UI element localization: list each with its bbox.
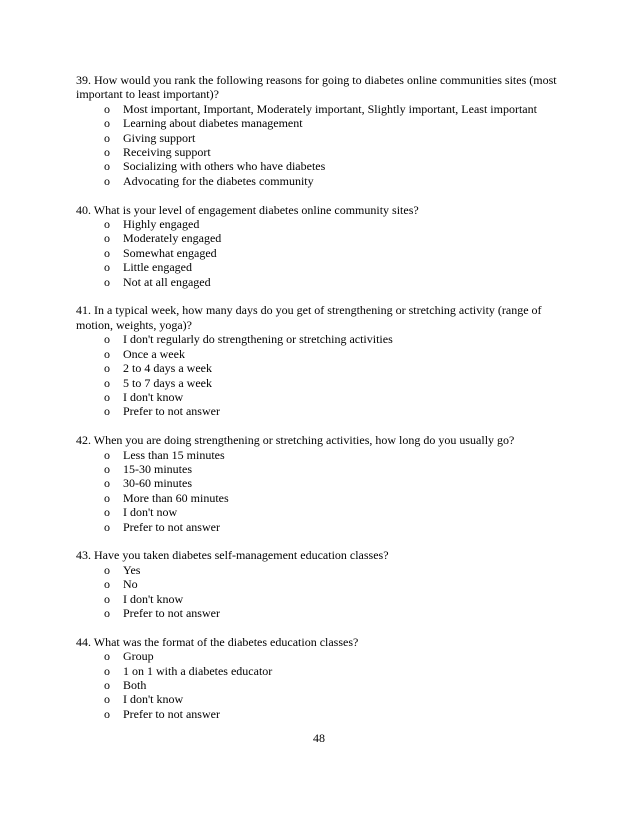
list-item (76, 116, 576, 130)
list-item (76, 332, 576, 346)
option-label: Group (123, 649, 154, 664)
bullet-marker: o (104, 101, 110, 116)
list-item (76, 246, 576, 260)
bullet-marker: o (104, 505, 110, 520)
bullet-marker: o (104, 231, 110, 246)
list-item (76, 260, 576, 274)
list-item (76, 231, 576, 245)
option-label: I don't regularly do strengthening or stretching activities (123, 332, 393, 347)
bullet-marker: o (104, 332, 110, 347)
bullet-marker: o (104, 649, 110, 664)
option-list (76, 332, 576, 418)
list-item (76, 505, 576, 519)
option-list (76, 217, 576, 289)
question-text: 42. When you are doing strengthening or stretching activities, how long do you usually go? (76, 433, 515, 448)
bullet-marker: o (104, 159, 110, 174)
list-item (76, 577, 576, 591)
option-label: I don't know (123, 389, 184, 404)
question-39 (76, 73, 576, 188)
bullet-marker: o (104, 130, 110, 145)
list-item (76, 404, 576, 418)
bullet-marker: o (104, 562, 110, 577)
option-list (76, 102, 576, 188)
option-label: Moderately engaged (123, 231, 222, 246)
list-item (76, 692, 576, 706)
bullet-marker: o (104, 677, 110, 692)
bullet-marker: o (104, 476, 110, 491)
bullet-marker: o (104, 706, 110, 721)
option-label: Yes (123, 562, 141, 577)
option-list (76, 563, 576, 621)
list-item (76, 606, 576, 620)
bullet-marker: o (104, 361, 110, 376)
option-label: Somewhat engaged (123, 245, 217, 260)
option-list (76, 448, 576, 534)
question-42 (76, 433, 576, 534)
bullet-marker: o (104, 461, 110, 476)
option-label: Not at all engaged (123, 274, 211, 289)
page-number: 48 (313, 731, 325, 745)
option-label: Giving support (123, 130, 196, 145)
list-item (76, 174, 576, 188)
question-text: 41. In a typical week, how many days do you get of strengthening or stretching activity (range of motion, weights, yoga)? (76, 303, 542, 332)
list-item (76, 678, 576, 692)
option-label: 1 on 1 with a diabetes educator (123, 663, 273, 678)
list-item (76, 217, 576, 231)
option-label: Receiving support (123, 145, 211, 160)
bullet-marker: o (104, 245, 110, 260)
bullet-marker: o (104, 605, 110, 620)
bullet-marker: o (104, 692, 110, 707)
option-label: I don't know (123, 692, 184, 707)
option-label: Prefer to not answer (123, 404, 220, 419)
list-item (76, 347, 576, 361)
bullet-marker: o (104, 173, 110, 188)
list-item (76, 563, 576, 577)
option-label: 30-60 minutes (123, 476, 192, 491)
option-label: Highly engaged (123, 217, 200, 232)
list-item (76, 520, 576, 534)
option-label: More than 60 minutes (123, 490, 229, 505)
list-item (76, 649, 576, 663)
question-44 (76, 635, 576, 721)
question-43 (76, 548, 576, 620)
list-item (76, 491, 576, 505)
option-list (76, 649, 576, 721)
bullet-marker: o (104, 519, 110, 534)
question-40 (76, 203, 576, 289)
list-item (76, 102, 576, 116)
option-label: Most important, Important, Moderately important, Slightly important, Least important (123, 101, 537, 116)
list-item (76, 159, 576, 173)
bullet-marker: o (104, 217, 110, 232)
option-label: 15-30 minutes (123, 461, 192, 476)
list-item (76, 462, 576, 476)
question-text: 39. How would you rank the following reasons for going to diabetes online communities sites (most important to least important)? (76, 73, 557, 102)
bullet-marker: o (104, 389, 110, 404)
bullet-marker: o (104, 346, 110, 361)
bullet-marker: o (104, 274, 110, 289)
question-41 (76, 303, 576, 418)
list-item (76, 390, 576, 404)
option-label: Prefer to not answer (123, 706, 220, 721)
option-label: Learning about diabetes management (123, 116, 303, 131)
question-text: 40. What is your level of engagement diabetes online community sites? (76, 202, 419, 217)
list-item (76, 448, 576, 462)
list-item (76, 145, 576, 159)
option-label: I don't now (123, 505, 178, 520)
bullet-marker: o (104, 260, 110, 275)
bullet-marker: o (104, 591, 110, 606)
list-item (76, 131, 576, 145)
list-item (76, 376, 576, 390)
bullet-marker: o (104, 116, 110, 131)
list-item (76, 592, 576, 606)
option-label: Less than 15 minutes (123, 447, 225, 462)
list-item (76, 275, 576, 289)
option-label: 5 to 7 days a week (123, 375, 212, 390)
bullet-marker: o (104, 663, 110, 678)
bullet-marker: o (104, 404, 110, 419)
bullet-marker: o (104, 490, 110, 505)
questionnaire (76, 73, 576, 736)
question-text: 43. Have you taken diabetes self-management education classes? (76, 548, 389, 563)
option-label: Once a week (123, 346, 185, 361)
option-label: No (123, 577, 138, 592)
question-text: 44. What was the format of the diabetes education classes? (76, 634, 359, 649)
option-label: Advocating for the diabetes community (123, 173, 314, 188)
option-label: 2 to 4 days a week (123, 361, 212, 376)
option-label: Little engaged (123, 260, 192, 275)
option-label: Prefer to not answer (123, 519, 220, 534)
option-label: Both (123, 677, 147, 692)
list-item (76, 476, 576, 490)
list-item (76, 707, 576, 721)
list-item (76, 664, 576, 678)
bullet-marker: o (104, 145, 110, 160)
bullet-marker: o (104, 577, 110, 592)
list-item (76, 361, 576, 375)
bullet-marker: o (104, 375, 110, 390)
option-label: I don't know (123, 591, 184, 606)
option-label: Prefer to not answer (123, 605, 220, 620)
option-label: Socializing with others who have diabetes (123, 159, 326, 174)
bullet-marker: o (104, 447, 110, 462)
